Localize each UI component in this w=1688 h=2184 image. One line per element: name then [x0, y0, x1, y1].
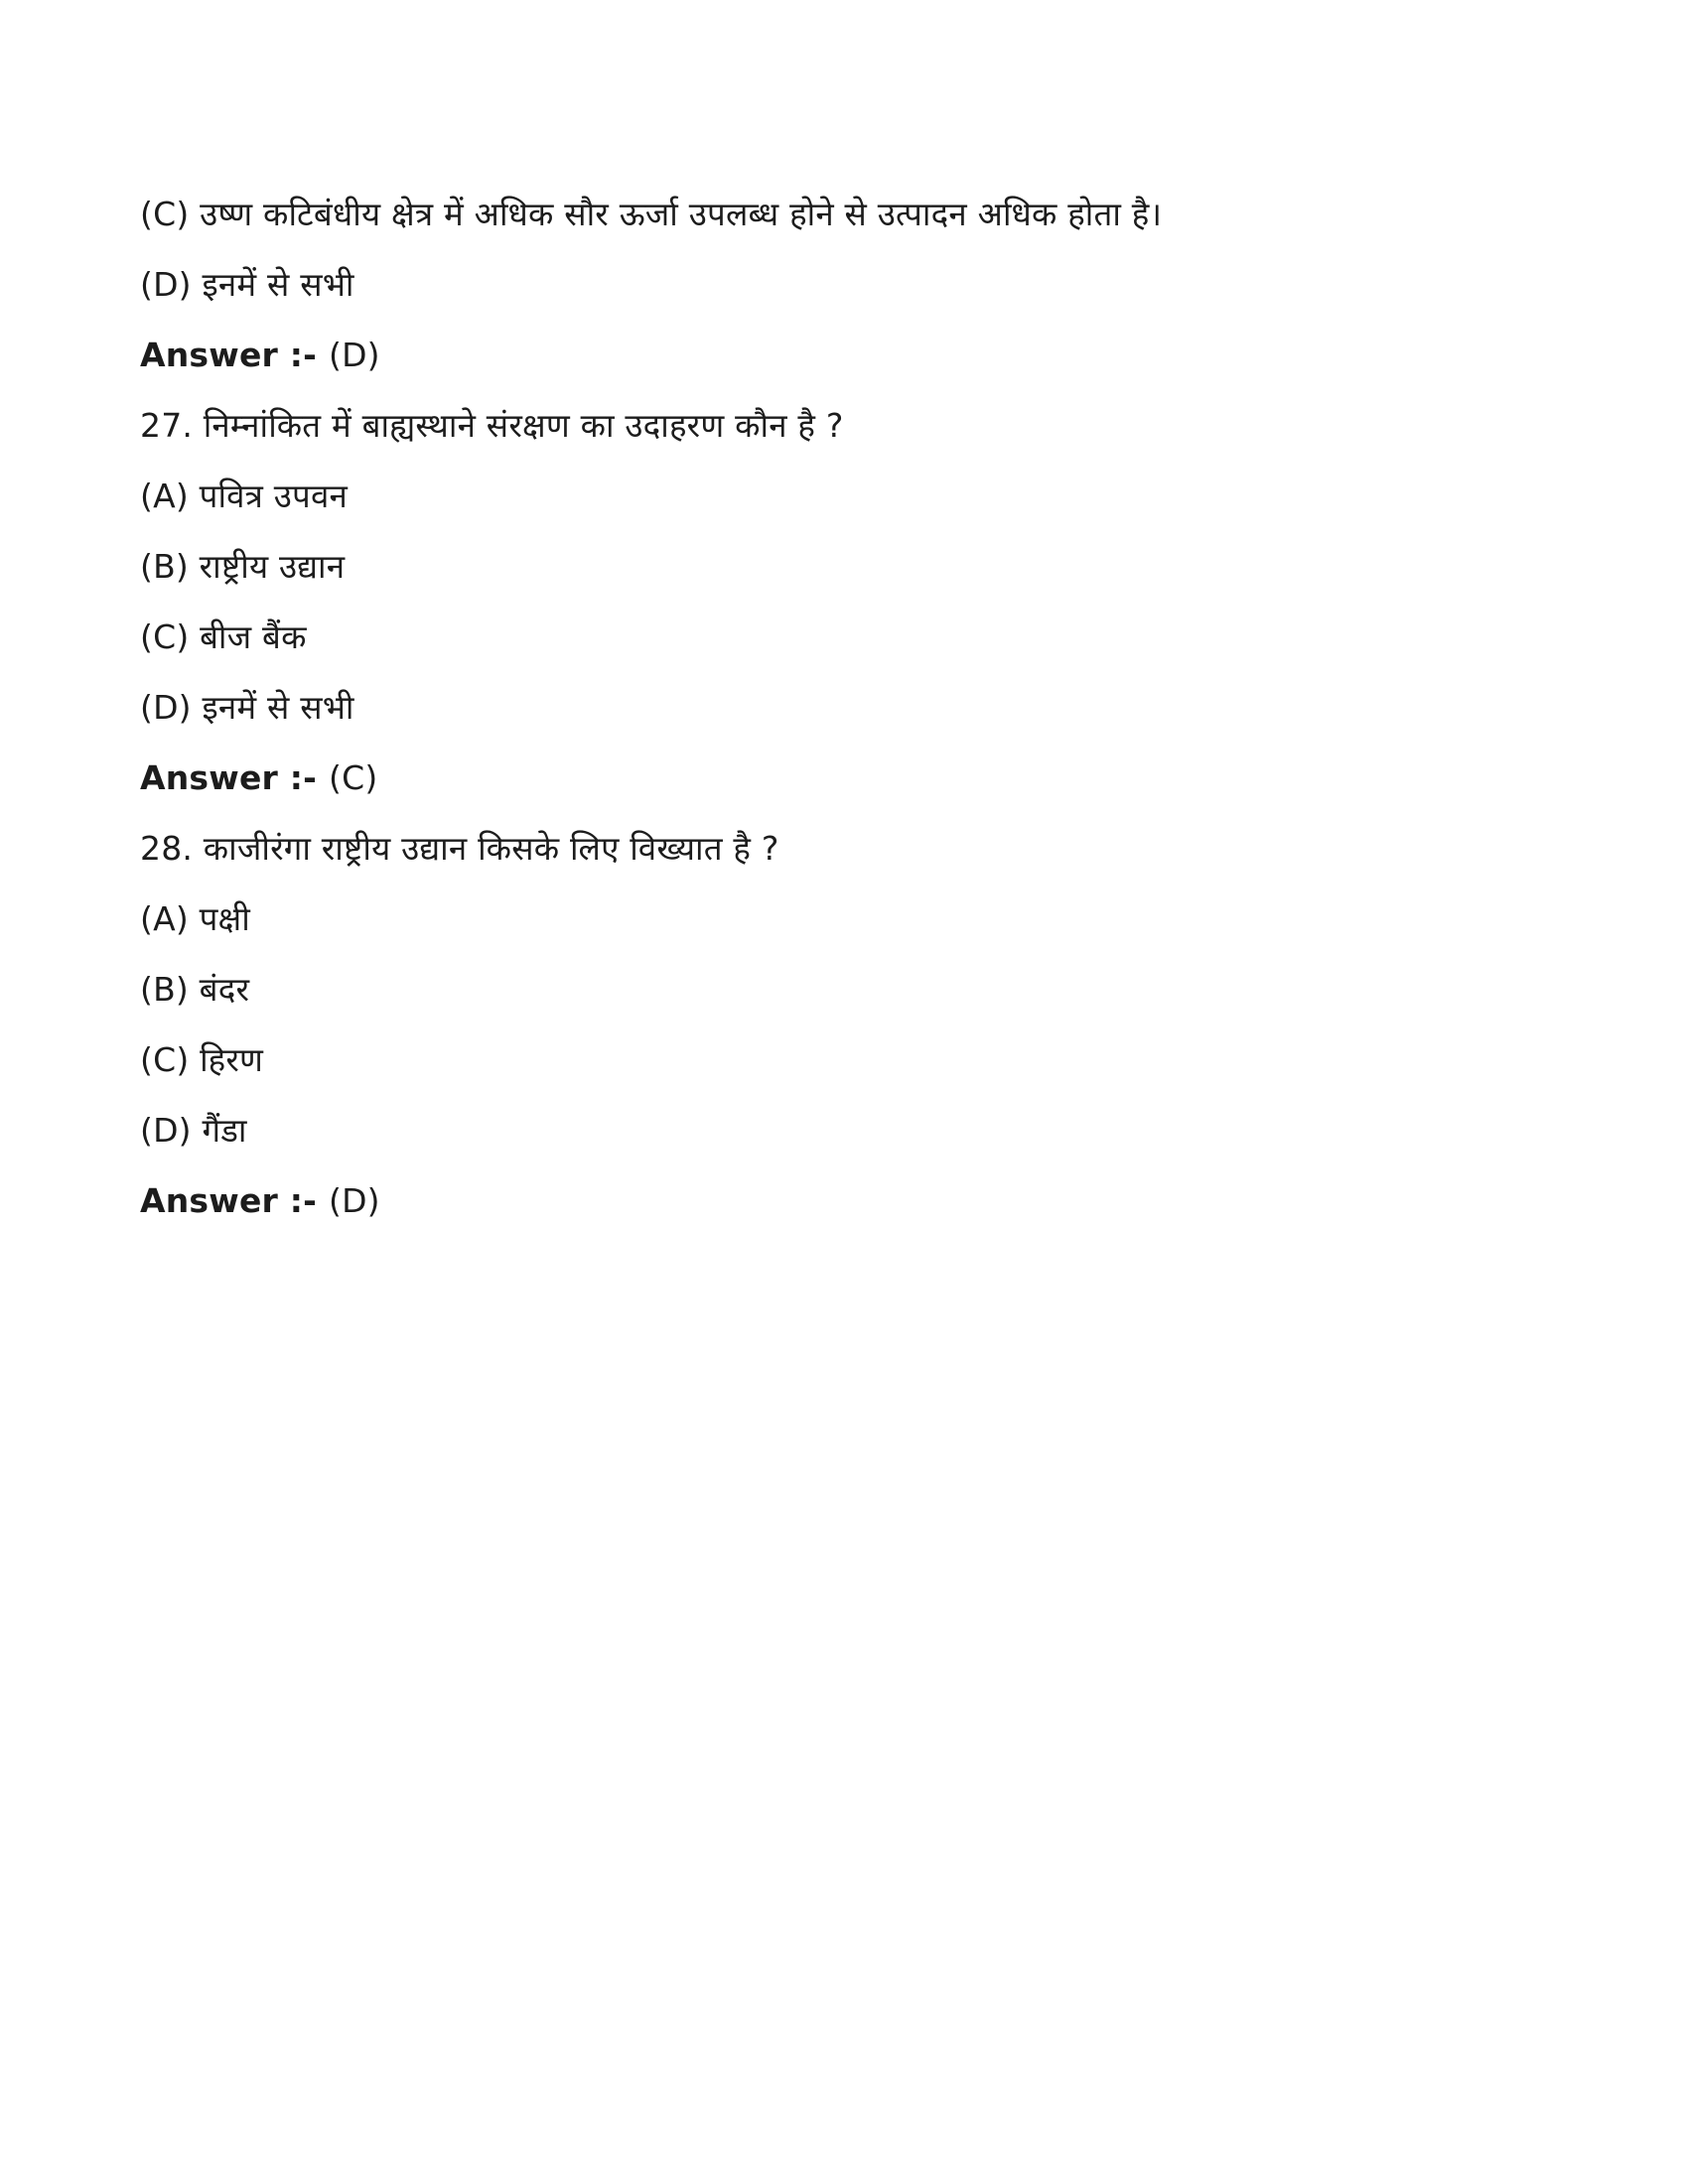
- option-text: (B) बंदर: [140, 970, 250, 1009]
- option-text: (C) उष्ण कटिबंधीय क्षेत्र में अधिक सौर ऊर्जा उपलब्ध होने से उत्पादन अधिक होता है।: [140, 195, 1163, 233]
- option-line: [140, 1112, 1599, 1150]
- option-line: [140, 548, 1599, 586]
- answer-label: Answer :-: [140, 336, 317, 374]
- answer-label: Answer :-: [140, 1181, 317, 1220]
- option-line: [140, 1041, 1599, 1079]
- question-text: 28. काजीरंगा राष्ट्रीय उद्यान किसके लिए विख्यात है ?: [140, 829, 779, 868]
- question-line: [140, 830, 1599, 868]
- option-text: (C) बीज बैंक: [140, 617, 307, 656]
- answer-value: (D): [329, 1181, 380, 1220]
- answer-value: (D): [329, 336, 380, 374]
- option-line: [140, 478, 1599, 515]
- option-text: (D) गैंडा: [140, 1111, 247, 1150]
- document-text-block: [140, 196, 1599, 1253]
- question-text: 27. निम्नांकित में बाह्यस्थाने संरक्षण का उदाहरण कौन है ?: [140, 406, 844, 445]
- option-line: [140, 266, 1599, 304]
- answer-value: (C): [329, 758, 378, 797]
- question-line: [140, 407, 1599, 445]
- option-text: (D) इनमें से सभी: [140, 265, 354, 304]
- option-line: [140, 196, 1599, 233]
- option-text: (B) राष्ट्रीय उद्यान: [140, 547, 346, 586]
- answer-line: [140, 759, 1599, 797]
- option-text: (A) पक्षी: [140, 899, 250, 938]
- option-line: [140, 689, 1599, 727]
- option-text: (A) पवित्र उपवन: [140, 477, 349, 515]
- option-line: [140, 900, 1599, 938]
- answer-line: [140, 1182, 1599, 1220]
- option-text: (C) हिरण: [140, 1040, 264, 1079]
- option-line: [140, 618, 1599, 656]
- option-text: (D) इनमें से सभी: [140, 688, 354, 727]
- option-line: [140, 971, 1599, 1009]
- answer-line: [140, 337, 1599, 374]
- answer-label: Answer :-: [140, 758, 317, 797]
